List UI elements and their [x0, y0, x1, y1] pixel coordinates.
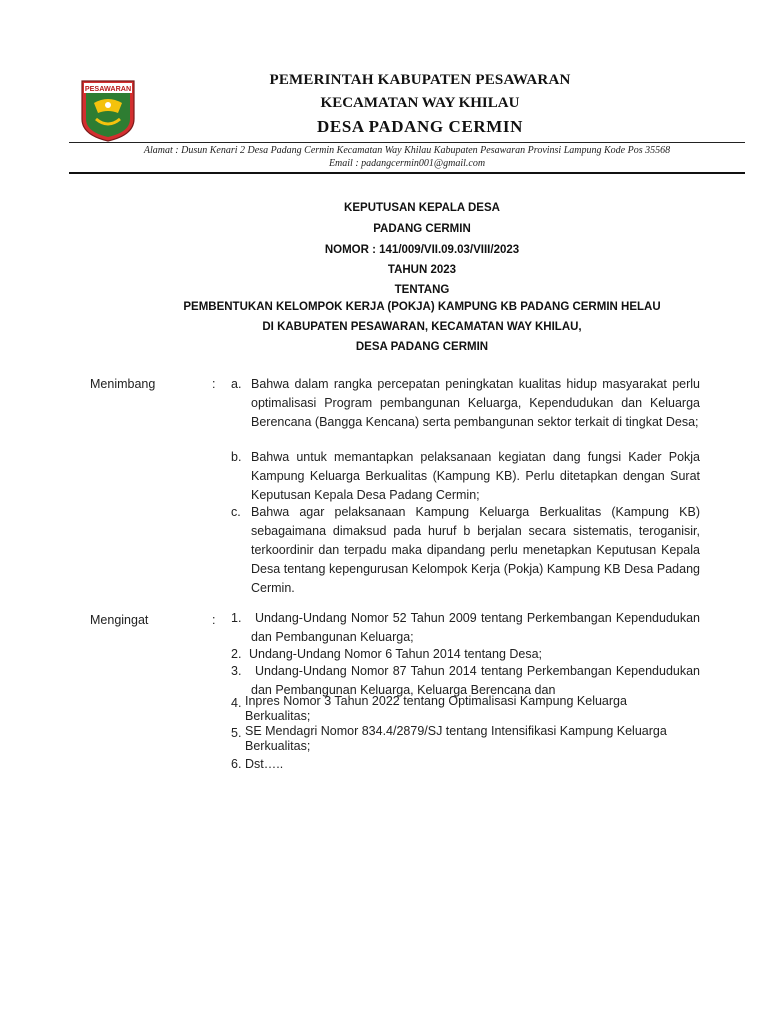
- header-email: Email : padangcermin001@gmail.com: [328, 158, 486, 169]
- mengingat-colon: :: [212, 613, 216, 627]
- menimbang-item-b: Bahwa untuk memantapkan pelaksanaan kegiatan dang fungsi Kader Pokja Kampung Keluarga Berkualitas (Kampung KB). Perlu ditetapkan dengan Surat Keputusan Kepala Desa Padang Cermin;: [251, 450, 700, 502]
- decree-year: TAHUN 2023: [387, 264, 457, 276]
- decree-title: KEPUTUSAN KEPALA DESA: [344, 202, 500, 214]
- decree-subject-line-3: DESA PADANG CERMIN: [355, 341, 489, 353]
- mengingat-marker-5: 5.: [231, 726, 242, 740]
- mengingat-marker-6: 6.: [231, 757, 242, 771]
- decree-village: PADANG CERMIN: [373, 223, 471, 235]
- menimbang-marker-b: b.: [231, 450, 242, 464]
- svg-text:PESAWARAN: PESAWARAN: [84, 84, 132, 93]
- menimbang-item-a: Bahwa dalam rangka percepatan peningkatan kualitas hidup masyarakat perlu optimalisasi Program pembangunan Keluarga, Kependudukan dan Keluarga Berencana (Bangga Kencana) serta pembangunan sektor terkait di tingkat Desa;: [251, 377, 700, 429]
- menimbang-marker-c: c.: [231, 505, 241, 519]
- decree-number: NOMOR : 141/009/VII.09.03/VIII/2023: [324, 244, 520, 256]
- decree-about: TENTANG: [394, 284, 450, 296]
- menimbang-colon: :: [212, 377, 216, 391]
- pesawaran-logo: [78, 79, 138, 143]
- mengingat-marker-1: 1.: [231, 611, 242, 625]
- mengingat-item-2: Undang-Undang Nomor 6 Tahun 2014 tentang Desa;: [249, 647, 543, 661]
- header-divider-thin: [69, 142, 745, 143]
- mengingat-item-5: SE Mendagri Nomor 834.4/2879/SJ tentang Intensifikasi Kampung Keluarga Berkualitas;: [245, 724, 667, 753]
- mengingat-item-3: Undang-Undang Nomor 87 Tahun 2014 tentang Perkembangan Kependudukan dan Pembangunan Keluarga, Keluarga Berencana dan: [251, 664, 700, 697]
- menimbang-marker-a: a.: [231, 377, 242, 391]
- menimbang-item-c: Bahwa agar pelaksanaan Kampung Keluarga Berkualitas (Kampung KB) sebagaimana dimaksud pada huruf b berjalan secara sistematis, teroganisir, terkoordinir dan terpadu maka dipandang perlu menetapkan Keputusan Kepala Desa tentang kepengurusan Kelompok Kerja (Pokja) Kampung KB Desa Padang Cermin.: [251, 505, 700, 595]
- header-divider-thick: [69, 172, 745, 174]
- header-address: Alamat : Dusun Kenari 2 Desa Padang Cermin Kecamatan Way Khilau Kabupaten Pesawaran Provinsi Lampung Kode Pos 35568: [143, 145, 671, 156]
- mengingat-item-4: Inpres Nomor 3 Tahun 2022 tentang Optimalisasi Kampung Keluarga Berkualitas;: [245, 694, 627, 723]
- mengingat-item-1: Undang-Undang Nomor 52 Tahun 2009 tentang Perkembangan Kependudukan dan Pembangunan Keluarga;: [251, 611, 700, 644]
- decree-subject-line-1: PEMBENTUKAN KELOMPOK KERJA (POKJA) KAMPUNG KB PADANG CERMIN HELAU: [183, 301, 661, 313]
- mengingat-marker-2: 2.: [231, 647, 242, 661]
- mengingat-label: Mengingat: [90, 613, 149, 627]
- header-government: PEMERINTAH KABUPATEN PESAWARAN: [269, 72, 571, 88]
- header-village: DESA PADANG CERMIN: [317, 117, 523, 136]
- header-district: KECAMATAN WAY KHILAU: [320, 95, 520, 111]
- mengingat-item-6: Dst…..: [245, 757, 284, 771]
- menimbang-label: Menimbang: [90, 377, 156, 391]
- decree-subject-line-2: DI KABUPATEN PESAWARAN, KECAMATAN WAY KHILAU,: [262, 321, 582, 333]
- mengingat-marker-4: 4.: [231, 696, 242, 710]
- mengingat-marker-3: 3.: [231, 664, 242, 678]
